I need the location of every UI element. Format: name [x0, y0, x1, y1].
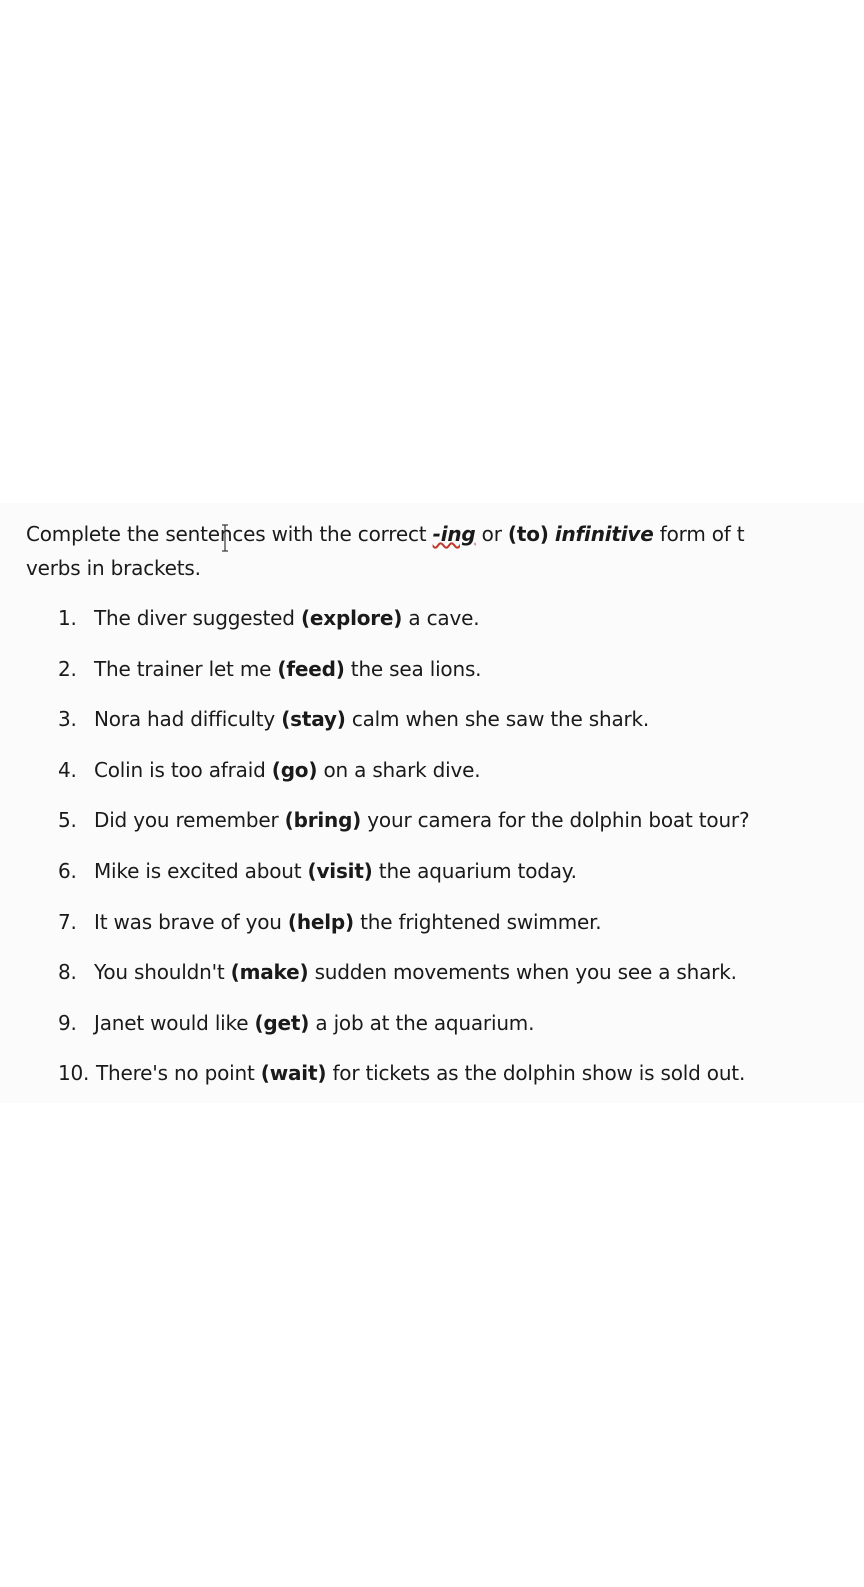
list-item	[58, 1006, 858, 1057]
list-item	[58, 854, 858, 905]
item-verb: (make)	[230, 960, 309, 985]
instructions-text: form of t	[653, 522, 745, 546]
list-item	[58, 1056, 858, 1107]
instructions-text: or	[475, 522, 508, 546]
item-verb: (help)	[287, 909, 354, 934]
item-verb: (feed)	[277, 656, 345, 681]
item-number: 6.	[58, 858, 77, 883]
item-text: a cave.	[402, 606, 480, 630]
item-text: your camera for the dolphin boat tour?	[361, 808, 750, 833]
item-text: on a shark dive.	[317, 757, 481, 782]
item-verb: (get)	[254, 1010, 310, 1035]
item-number: 8.	[58, 960, 77, 985]
item-number: 5.	[58, 808, 77, 833]
item-number: 3.	[58, 707, 77, 732]
item-text: for tickets as the dolphin show is sold out.	[326, 1061, 746, 1086]
item-text: the aquarium today.	[372, 858, 577, 883]
item-verb: (bring)	[284, 808, 362, 833]
item-text: a job at the aquarium.	[309, 1010, 535, 1035]
list-item	[58, 803, 858, 854]
item-text: the sea lions.	[344, 656, 482, 681]
instructions-line2: verbs in brackets.	[26, 556, 201, 580]
item-verb: (stay)	[281, 707, 346, 732]
item-text: You shouldn't	[94, 960, 231, 985]
item-number: 9.	[58, 1010, 77, 1035]
item-text: Nora had difficulty	[94, 707, 282, 732]
item-text: calm when she saw the shark.	[345, 707, 650, 732]
exercise-list	[58, 601, 858, 1107]
item-number: 10.	[58, 1061, 90, 1086]
list-item	[58, 905, 858, 956]
list-item	[58, 955, 858, 1006]
item-text: Janet would like	[94, 1010, 255, 1035]
list-item	[58, 652, 858, 703]
item-text: The trainer let me	[94, 656, 278, 681]
item-number: 7.	[58, 909, 77, 934]
item-verb: (visit)	[307, 858, 373, 883]
item-text: Did you remember	[94, 808, 285, 833]
instructions-text: Complete the sentences with the correct	[26, 522, 433, 546]
item-number: 2.	[58, 656, 77, 681]
item-number: 1.	[58, 606, 77, 630]
infinitive-term: infinitive	[554, 522, 654, 546]
item-text: There's no point	[96, 1061, 261, 1086]
list-item	[58, 702, 858, 753]
item-number: 4.	[58, 757, 77, 782]
instructions	[26, 517, 856, 585]
worksheet	[0, 503, 864, 1103]
item-text: Mike is excited about	[94, 858, 308, 883]
item-text: It was brave of you	[94, 909, 288, 934]
item-verb: (go)	[271, 757, 318, 782]
ing-term: -ing	[432, 522, 476, 546]
text-cursor-icon	[221, 523, 229, 553]
item-text: sudden movements when you see a shark.	[308, 960, 737, 985]
list-item	[58, 601, 858, 652]
item-verb: (explore)	[300, 606, 403, 630]
item-text: The diver suggested	[94, 606, 301, 630]
item-text: Colin is too afraid	[94, 757, 272, 782]
item-verb: (wait)	[260, 1061, 327, 1086]
to-term: (to)	[507, 522, 549, 546]
item-text: the frightened swimmer.	[353, 909, 602, 934]
list-item	[58, 753, 858, 804]
